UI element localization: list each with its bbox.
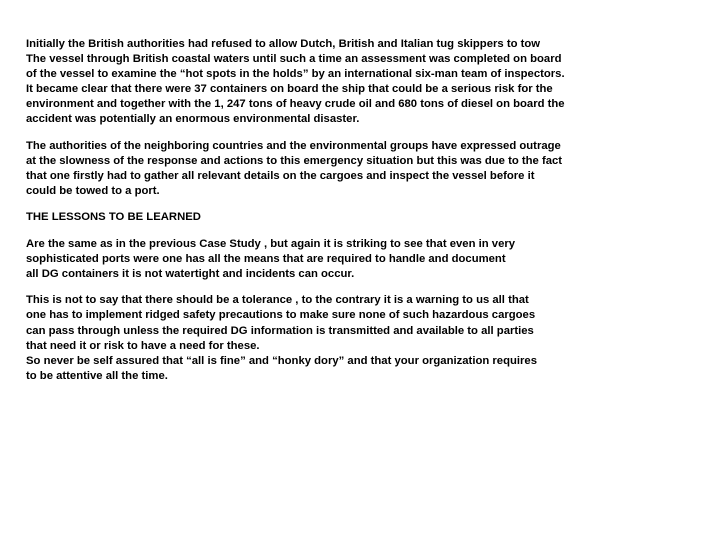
section-heading-lessons [26, 210, 696, 225]
text-line: The vessel through British coastal waters until such a time an assessment was completed on board [26, 53, 562, 66]
paragraph-tow-refusal [26, 37, 696, 128]
text-line: that one firstly had to gather all relevant details on the cargoes and inspect the vessel before it [26, 169, 535, 182]
text-line: So never be self assured that “all is fine” and “honky dory” and that your organization requires [26, 354, 537, 367]
text-line: environment and together with the 1, 247 tons of heavy crude oil and 680 tons of diesel on board the [26, 98, 565, 111]
paragraph-neighboring-countries [26, 139, 696, 199]
text-line: to be attentive all the time. [26, 369, 168, 382]
text-line: could be towed to a port. [26, 184, 160, 197]
text-line: all DG containers it is not watertight and incidents can occur. [26, 268, 355, 281]
text-line: sophisticated ports were one has all the means that are required to handle and document [26, 253, 506, 266]
text-line: at the slowness of the response and actions to this emergency situation but this was due to the fact [26, 154, 563, 167]
text-line: of the vessel to examine the “hot spots in the holds” by an international six-man team of inspectors. [26, 68, 565, 81]
text-line: The authorities of the neighboring countries and the environmental groups have expressed outrage [26, 139, 561, 152]
document-body [26, 37, 696, 395]
text-line: It became clear that there were 37 containers on board the ship that could be a serious risk for the [26, 83, 553, 96]
heading-text: THE LESSONS TO BE LEARNED [26, 210, 201, 223]
text-line: that need it or risk to have a need for these. [26, 339, 260, 352]
text-line: accident was potentially an enormous environmental disaster. [26, 113, 360, 126]
paragraph-tolerance-warning [26, 293, 696, 384]
text-line: Are the same as in the previous Case Study , but again it is striking to see that even in very [26, 238, 516, 251]
text-line: one has to implement ridged safety precautions to make sure none of such hazardous cargoes [26, 309, 536, 322]
text-line: can pass through unless the required DG information is transmitted and available to all parties [26, 324, 534, 337]
text-line: Initially the British authorities had refused to allow Dutch, British and Italian tug skippers to tow [26, 38, 541, 50]
paragraph-previous-case-study [26, 237, 696, 282]
text-line: This is not to say that there should be a tolerance , to the contrary it is a warning to us all that [26, 294, 529, 307]
